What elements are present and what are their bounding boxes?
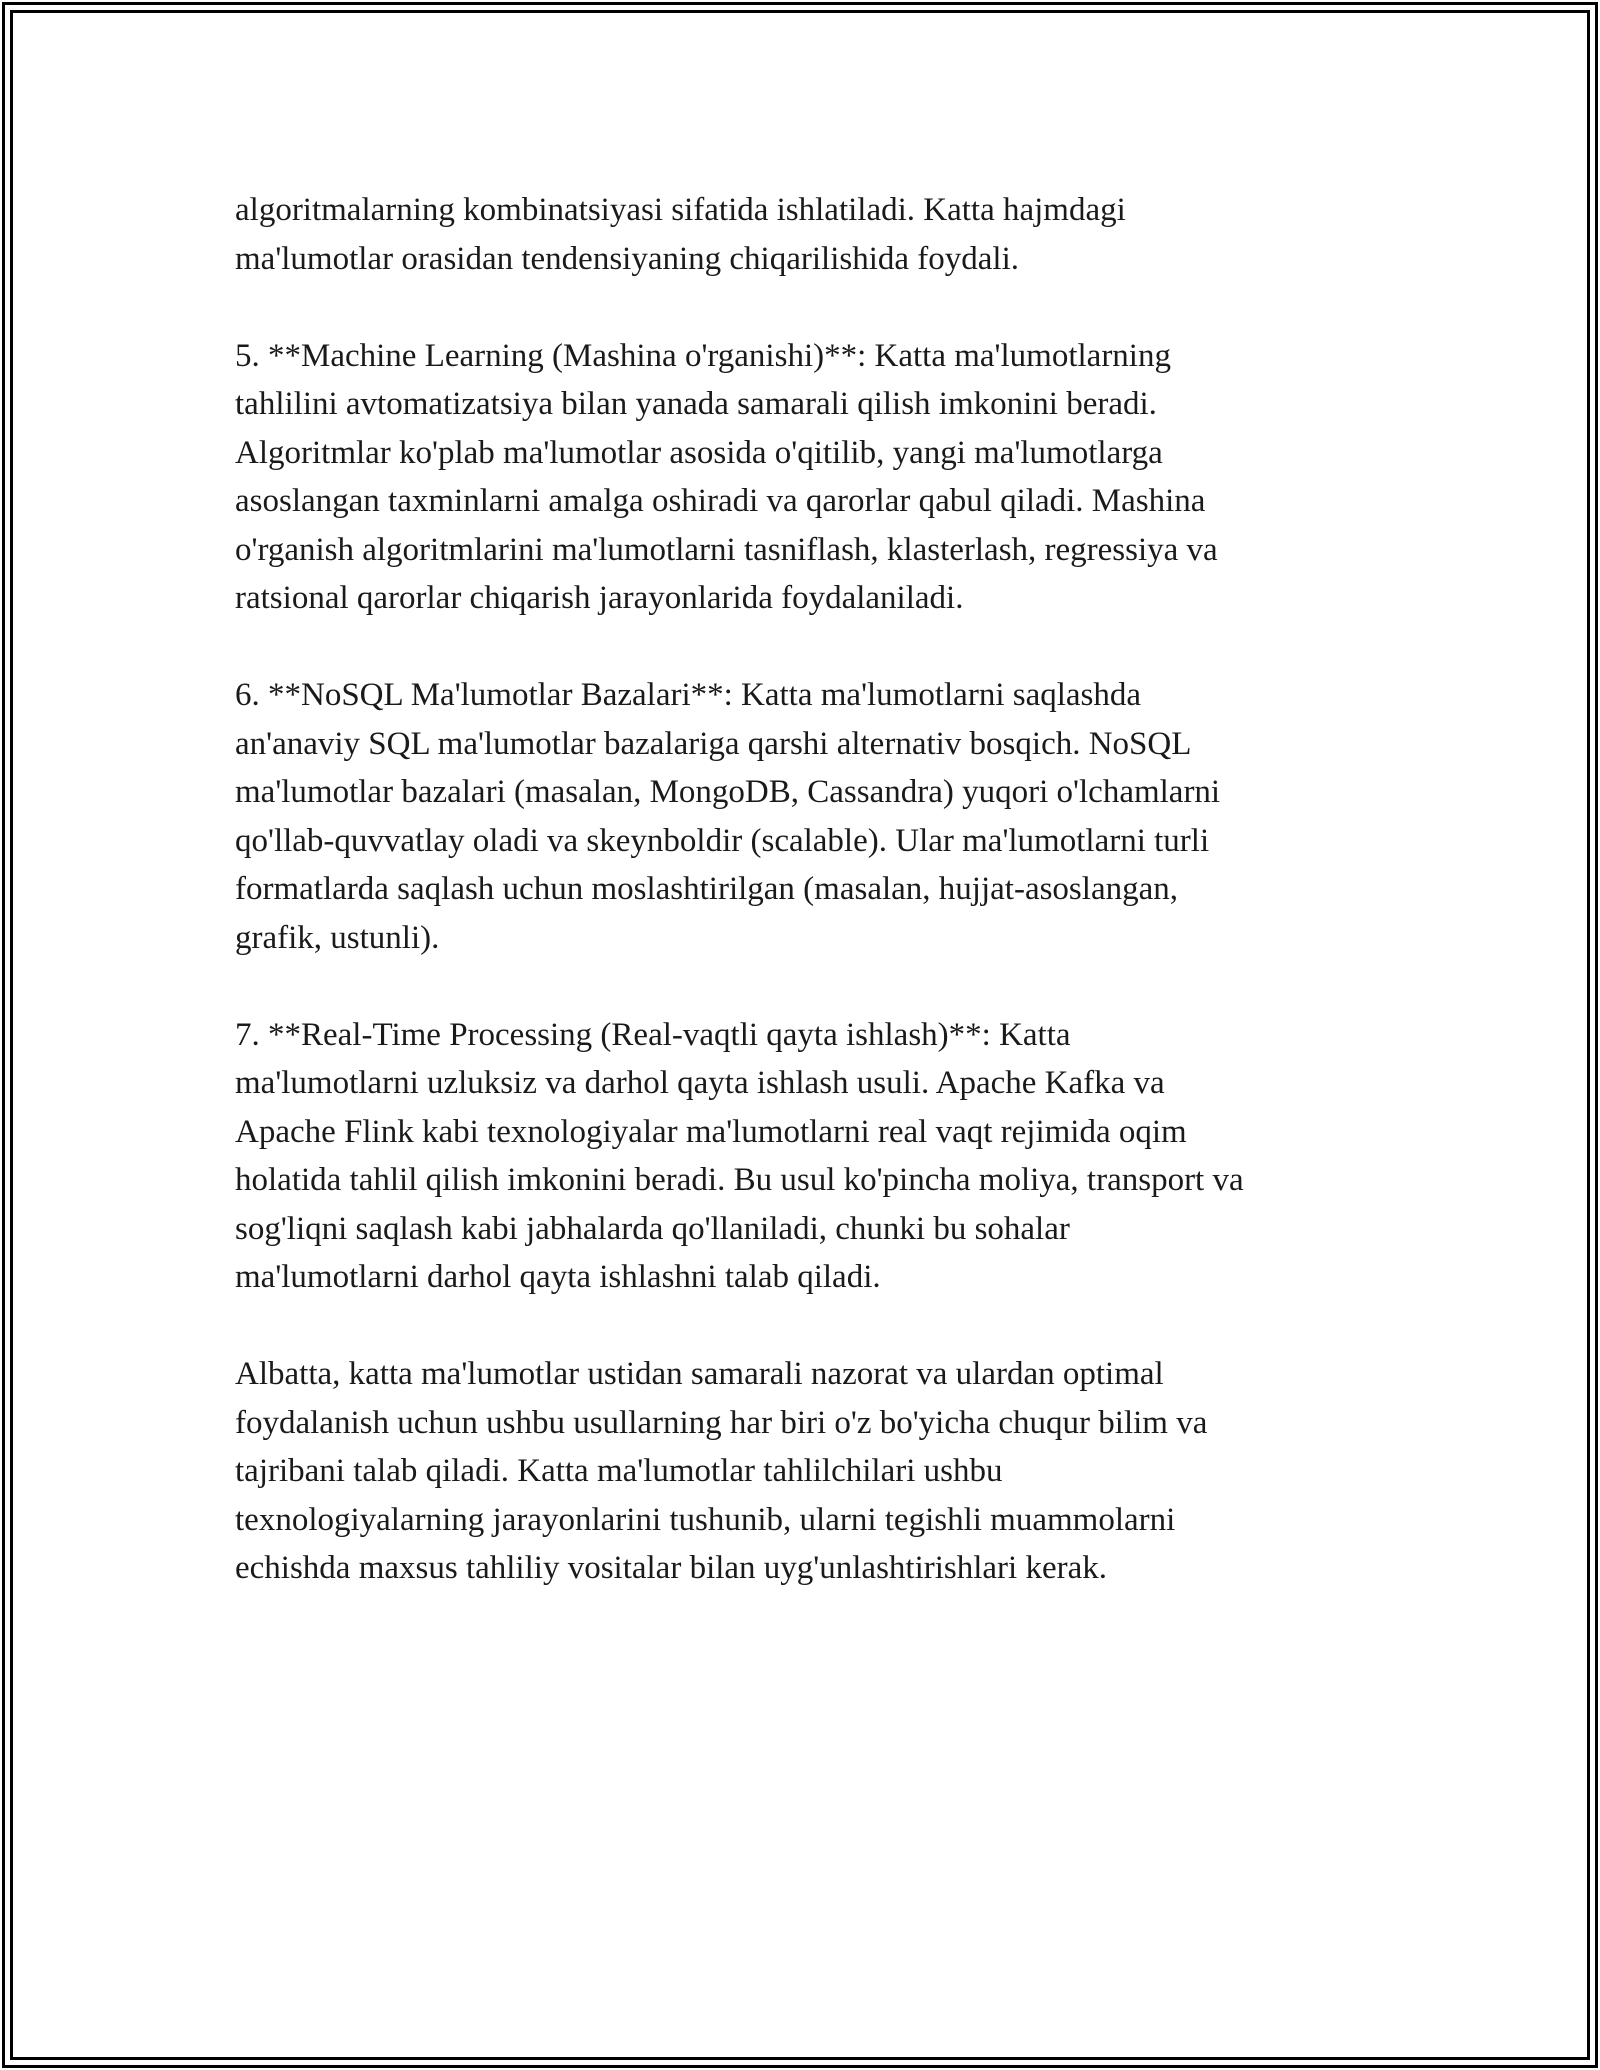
text-line: texnologiyalarning jarayonlarini tushunib, ularni tegishli muammolarni <box>235 1501 1176 1538</box>
text-line: tajribani talab qiladi. Katta ma'lumotlar tahlilchilari ushbu <box>235 1453 1003 1489</box>
text-line: Algoritmlar ko'plab ma'lumotlar asosida o'qitilib, yangi ma'lumotlarga <box>235 434 1163 471</box>
text-line: asoslangan taxminlarni amalga oshiradi va qarorlar qabul qiladi. Mashina <box>235 483 1206 519</box>
text-line: an'anaviy SQL ma'lumotlar bazalariga qarshi alternativ bosqich. NoSQL <box>235 725 1192 762</box>
text-line: Albatta, katta ma'lumotlar ustidan samarali nazorat va ulardan optimal <box>235 1356 1164 1392</box>
paragraph-intro-continuation <box>235 186 1365 283</box>
text-line: tahlilini avtomatizatsiya bilan yanada samarali qilish imkonini beradi. <box>235 386 1157 422</box>
text-line: ma'lumotlarni uzluksiz va darhol qayta ishlash usuli. Apache Kafka va <box>235 1065 1165 1101</box>
text-line: sog'liqni saqlash kabi jabhalarda qo'llaniladi, chunki bu sohalar <box>235 1210 1070 1247</box>
text-line: grafik, ustunli). <box>235 919 440 956</box>
text-line: o'rganish algoritmlarini ma'lumotlarni tasniflash, klasterlash, regressiya va <box>235 531 1218 568</box>
text-line: formatlarda saqlash uchun moslashtirilgan (masalan, hujjat-asoslangan, <box>235 871 1178 907</box>
text-line: qo'llab-quvvatlay oladi va skeynboldir (scalable). Ular ma'lumotlarni turli <box>235 822 1210 859</box>
text-line: foydalanish uchun ushbu usullarning har biri o'z bo'yicha chuqur bilim va <box>235 1404 1208 1441</box>
text-line: ma'lumotlar orasidan tendensiyaning chiqarilishida foydali. <box>235 240 1019 277</box>
text-line: 5. **Machine Learning (Mashina o'rganishi)**: Katta ma'lumotlarning <box>235 337 1171 374</box>
text-line: ma'lumotlarni darhol qayta ishlashni talab qiladi. <box>235 1259 881 1295</box>
paragraph-machine-learning <box>235 332 1365 623</box>
text-line: algoritmalarning kombinatsiyasi sifatida ishlatiladi. Katta hajmdagi <box>235 192 1126 228</box>
text-line: ma'lumotlar bazalari (masalan, MongoDB, Cassandra) yuqori o'lchamlarni <box>235 774 1221 810</box>
text-line: ratsional qarorlar chiqarish jarayonlarida foydalaniladi. <box>235 580 964 616</box>
paragraph-conclusion <box>235 1350 1365 1593</box>
text-line: Apache Flink kabi texnologiyalar ma'lumotlarni real vaqt rejimida oqim <box>235 1113 1187 1150</box>
paragraph-real-time-processing <box>235 1011 1365 1302</box>
paragraph-nosql <box>235 671 1365 962</box>
document-body <box>235 186 1365 1641</box>
text-line: echishda maxsus tahliliy vositalar bilan uyg'unlashtirishlari kerak. <box>235 1550 1108 1586</box>
text-line: 6. **NoSQL Ma'lumotlar Bazalari**: Katta ma'lumotlarni saqlashda <box>235 677 1142 713</box>
text-line: 7. **Real-Time Processing (Real-vaqtli qayta ishlash)**: Katta <box>235 1016 1071 1053</box>
text-line: holatida tahlil qilish imkonini beradi. Bu usul ko'pincha moliya, transport va <box>235 1162 1244 1198</box>
